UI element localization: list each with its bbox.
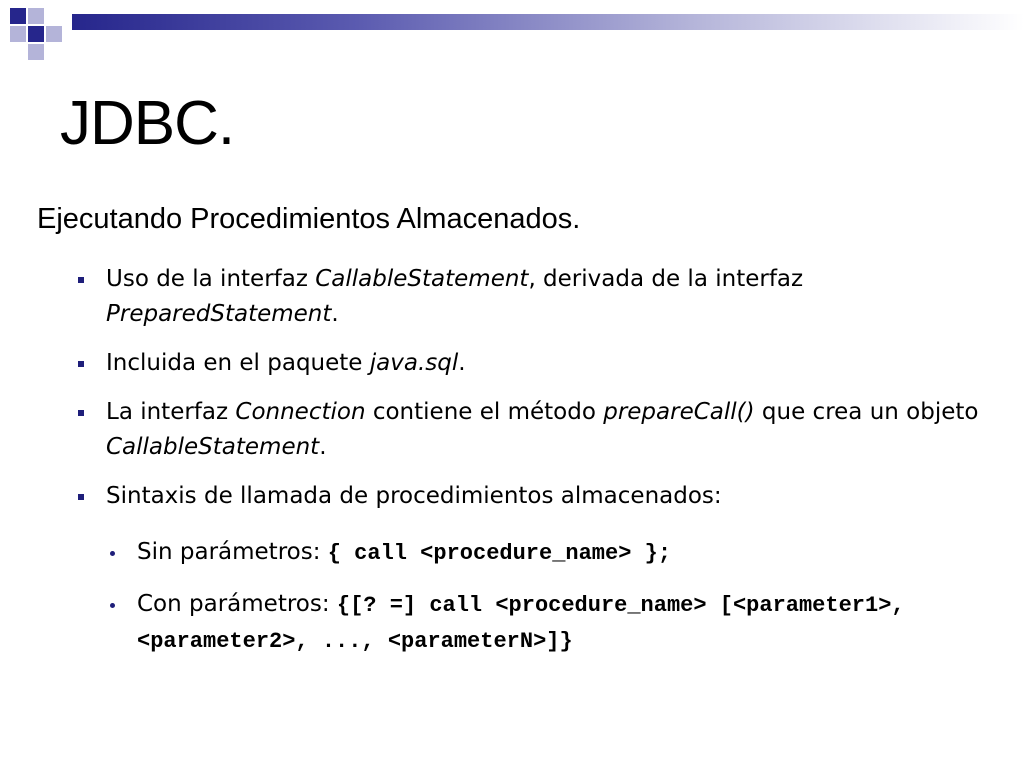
bullet-item: Incluida en el paquete java.sql. bbox=[78, 346, 988, 381]
code-snippet: {[? =] call <procedure_name> [<parameter1>,<parameter2>, ..., <parameterN>]} bbox=[137, 593, 905, 654]
bullet-item: Uso de la interfaz CallableStatement, derivada de la interfaz PreparedStatement. bbox=[78, 262, 988, 332]
slide-title: JDBC. bbox=[60, 89, 235, 158]
square-bullet-icon bbox=[78, 410, 84, 416]
square-bullet-icon bbox=[78, 277, 84, 283]
header-gradient-bar bbox=[72, 14, 1024, 30]
corner-decoration bbox=[0, 0, 80, 60]
bullet-item: Sintaxis de llamada de procedimientos almacenados: bbox=[78, 479, 988, 514]
sub-bullet-list bbox=[108, 535, 988, 675]
sub-bullet-item: Sin parámetros: { call <procedure_name> }; bbox=[108, 535, 988, 571]
square-bullet-icon bbox=[78, 361, 84, 367]
sub-bullet-item: Con parámetros: {[? =] call <procedure_name> [<parameter1>,<parameter2>, ..., <parameterN>]} bbox=[108, 587, 988, 659]
code-snippet: { call <procedure_name> }; bbox=[327, 541, 672, 566]
slide-subtitle: Ejecutando Procedimientos Almacenados. bbox=[37, 203, 581, 235]
bullet-item: La interfaz Connection contiene el método prepareCall() que crea un objeto CallableStatement. bbox=[78, 395, 988, 465]
square-bullet-icon bbox=[78, 494, 84, 500]
round-bullet-icon bbox=[110, 551, 115, 556]
round-bullet-icon bbox=[110, 603, 115, 608]
bullet-list bbox=[78, 262, 988, 528]
